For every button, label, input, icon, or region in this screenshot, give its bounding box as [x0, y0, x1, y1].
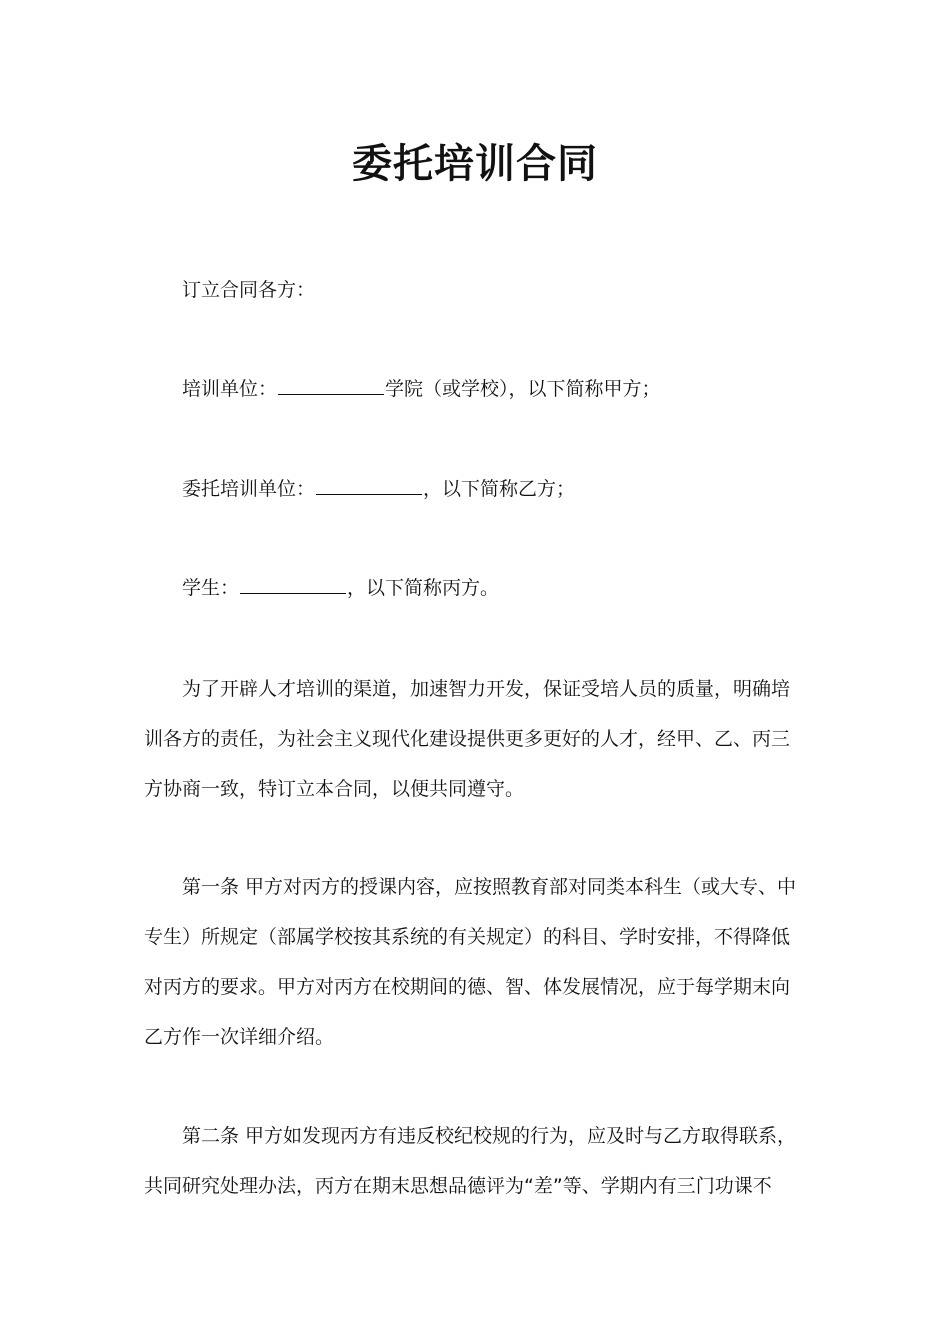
party-c-blank	[240, 575, 346, 594]
party-b-blank	[316, 476, 422, 495]
party-a-suffix: 学院（或学校），以下简称甲方；	[385, 378, 661, 400]
intro-text: 订立合同各方：	[182, 279, 316, 301]
party-c-line	[144, 563, 804, 613]
intro-line	[144, 265, 804, 315]
party-b-label: 委托培训单位：	[182, 478, 316, 500]
party-a-label: 培训单位：	[182, 378, 278, 400]
party-c-label: 学生：	[182, 577, 240, 599]
party-c-suffix: ，以下简称丙方。	[347, 577, 500, 599]
article-1-paragraph: 第一条 甲方对丙方的授课内容，应按照教育部对同类本科生（或大专、中专生）所规定（部属学校按其系统的有关规定）的科目、学时安排，不得降低对丙方的要求。甲方对丙方在校期间的德、智、体发展情况，应于每学期末向乙方作一次详细介绍。	[144, 876, 797, 1048]
document-title: 委托培训合同	[352, 141, 598, 187]
party-b-line	[144, 464, 804, 514]
party-b-suffix: ，以下简称乙方；	[423, 478, 576, 500]
preamble-paragraph: 为了开辟人才培训的渠道，加速智力开发，保证受培人员的质量，明确培训各方的责任，为社会主义现代化建设提供更多更好的人才，经甲、乙、丙三方协商一致，特订立本合同，以便共同遵守。	[144, 678, 791, 800]
article-2-paragraph: 第二条 甲方如发现丙方有违反校纪校规的行为，应及时与乙方取得联系，共同研究处理办法，丙方在期末思想品德评为“差”等、学期内有三门功课不	[144, 1125, 797, 1197]
party-a-line	[144, 364, 804, 414]
party-a-blank	[278, 376, 384, 395]
